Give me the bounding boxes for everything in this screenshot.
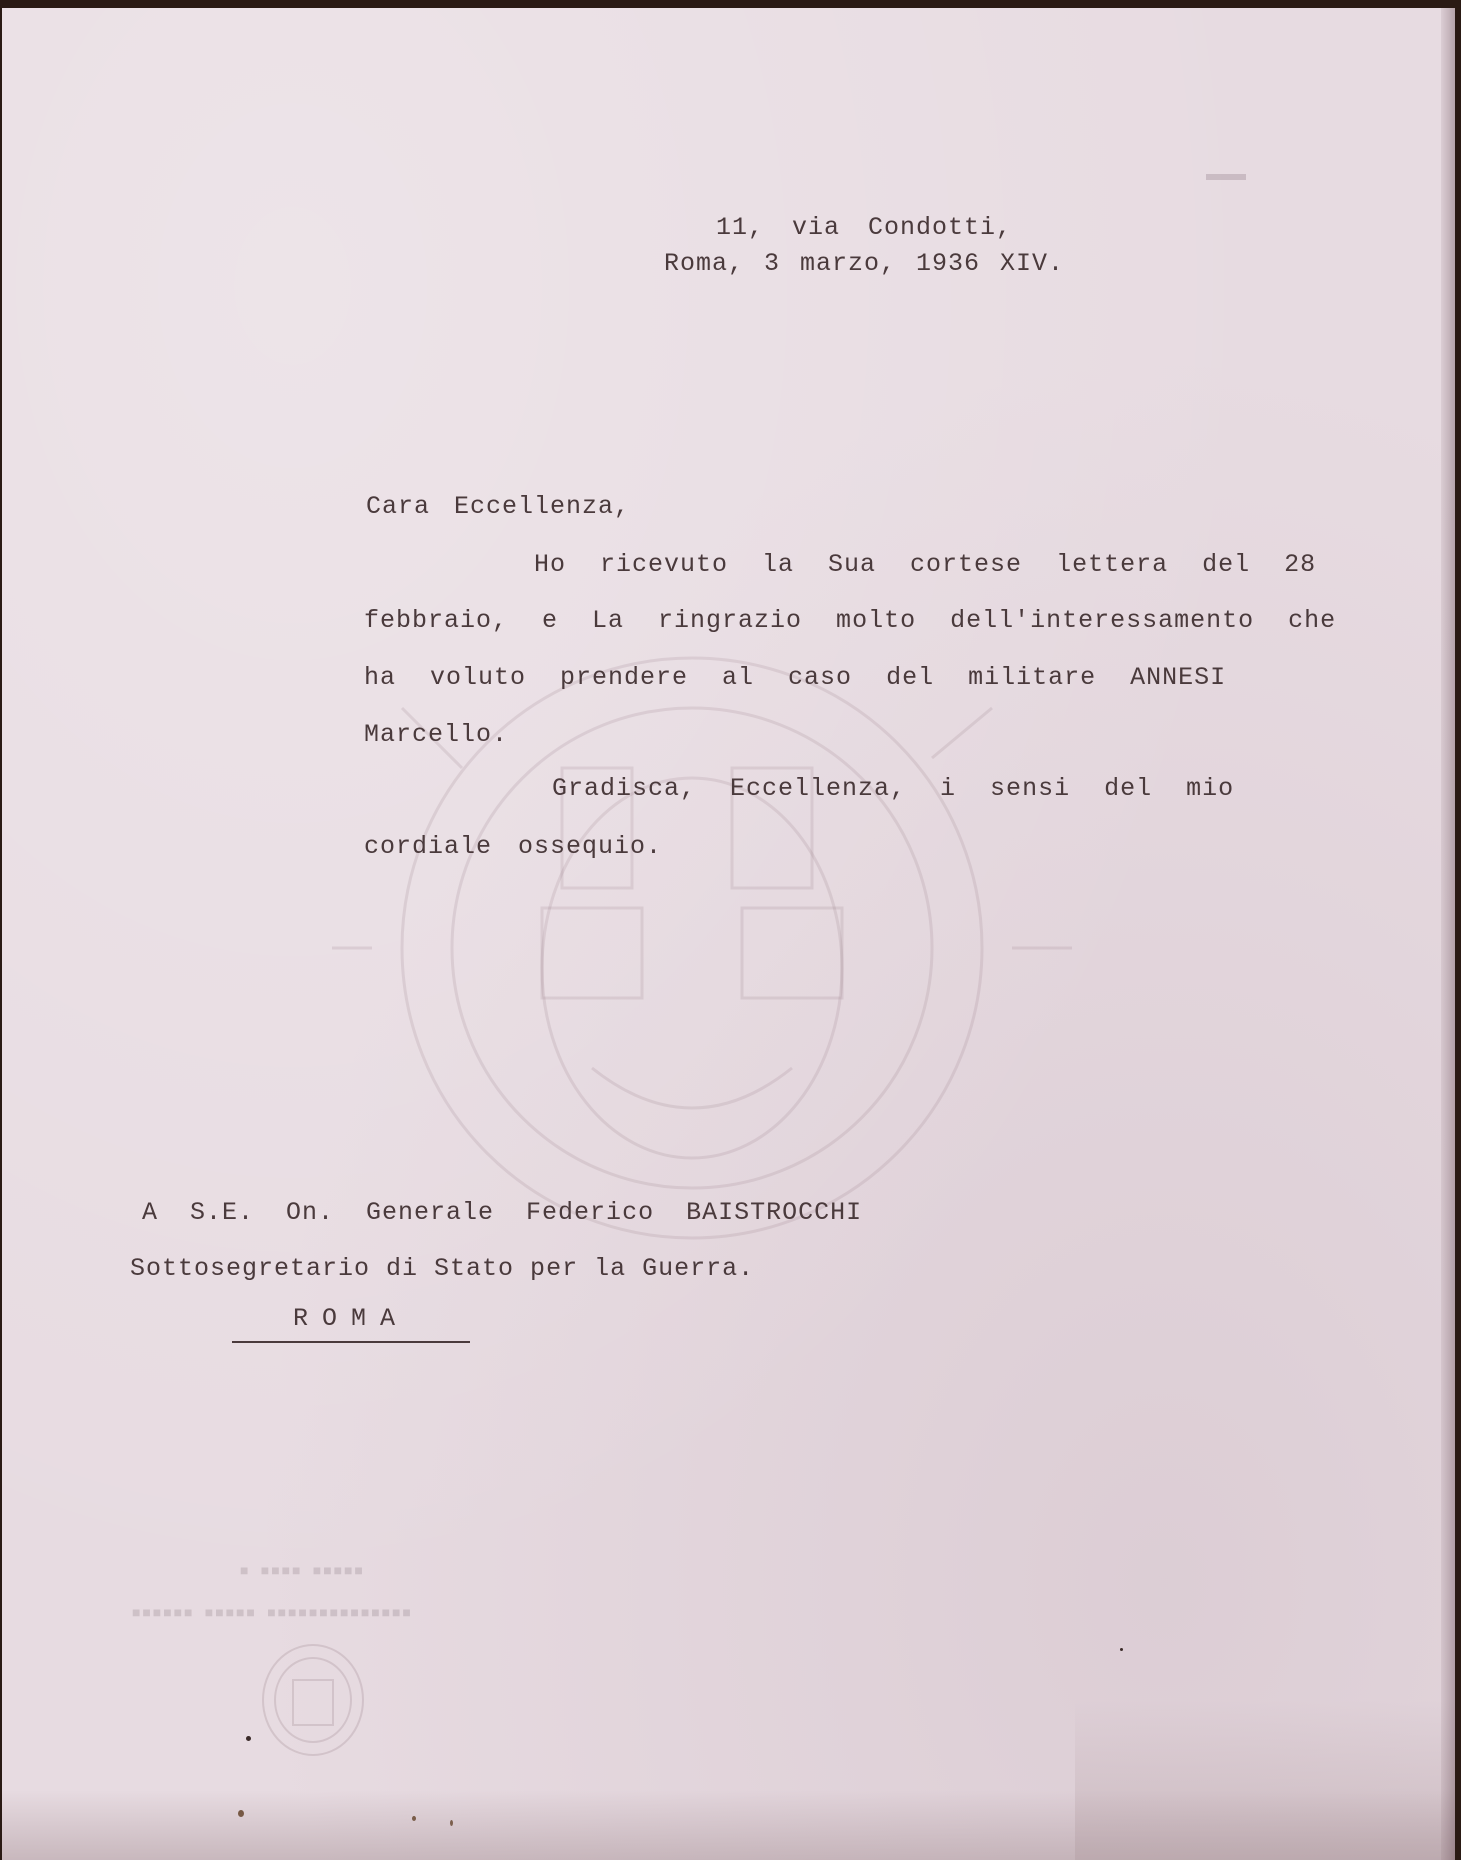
recipient-name: A S.E. On. Generale Federico BAISTROCCHI — [142, 1198, 863, 1227]
letter-date: Roma, 3 marzo, 1936 XIV. — [663, 249, 1065, 278]
letter-page — [2, 8, 1455, 1860]
recipient-title: Sottosegretario di Stato per la Guerra. — [130, 1254, 755, 1283]
ink-speck — [246, 1736, 251, 1741]
faint-stamp — [258, 1640, 368, 1760]
faint-bleed-text-1: ■ ■■■■ ■■■■■ — [240, 1564, 365, 1580]
body-line-1: Ho ricevuto la Sua cortese lettera del 28 — [534, 550, 1317, 579]
body-line-6: cordiale ossequio. — [364, 832, 663, 861]
faint-bleed-text-2: ■■■■■■ ■■■■■ ■■■■■■■■■■■■■■ — [132, 1606, 413, 1622]
salutation: Cara Eccellenza, — [366, 492, 631, 521]
recipient-city: ROMA — [232, 1304, 470, 1343]
body-line-4: Marcello. — [364, 720, 509, 749]
paper-shadow-bottom — [2, 1790, 1455, 1860]
body-line-3: ha voluto prendere al caso del militare ANNESI — [364, 663, 1227, 692]
sender-address: 11, via Condotti, — [715, 213, 1013, 242]
body-line-5: Gradisca, Eccellenza, i sensi del mio — [552, 774, 1235, 803]
body-line-2: febbraio, e La ringrazio molto dell'interessamento che — [364, 606, 1337, 635]
paper-edge-right — [1441, 8, 1455, 1860]
ink-speck — [1120, 1648, 1123, 1651]
faint-mark — [1206, 174, 1246, 180]
